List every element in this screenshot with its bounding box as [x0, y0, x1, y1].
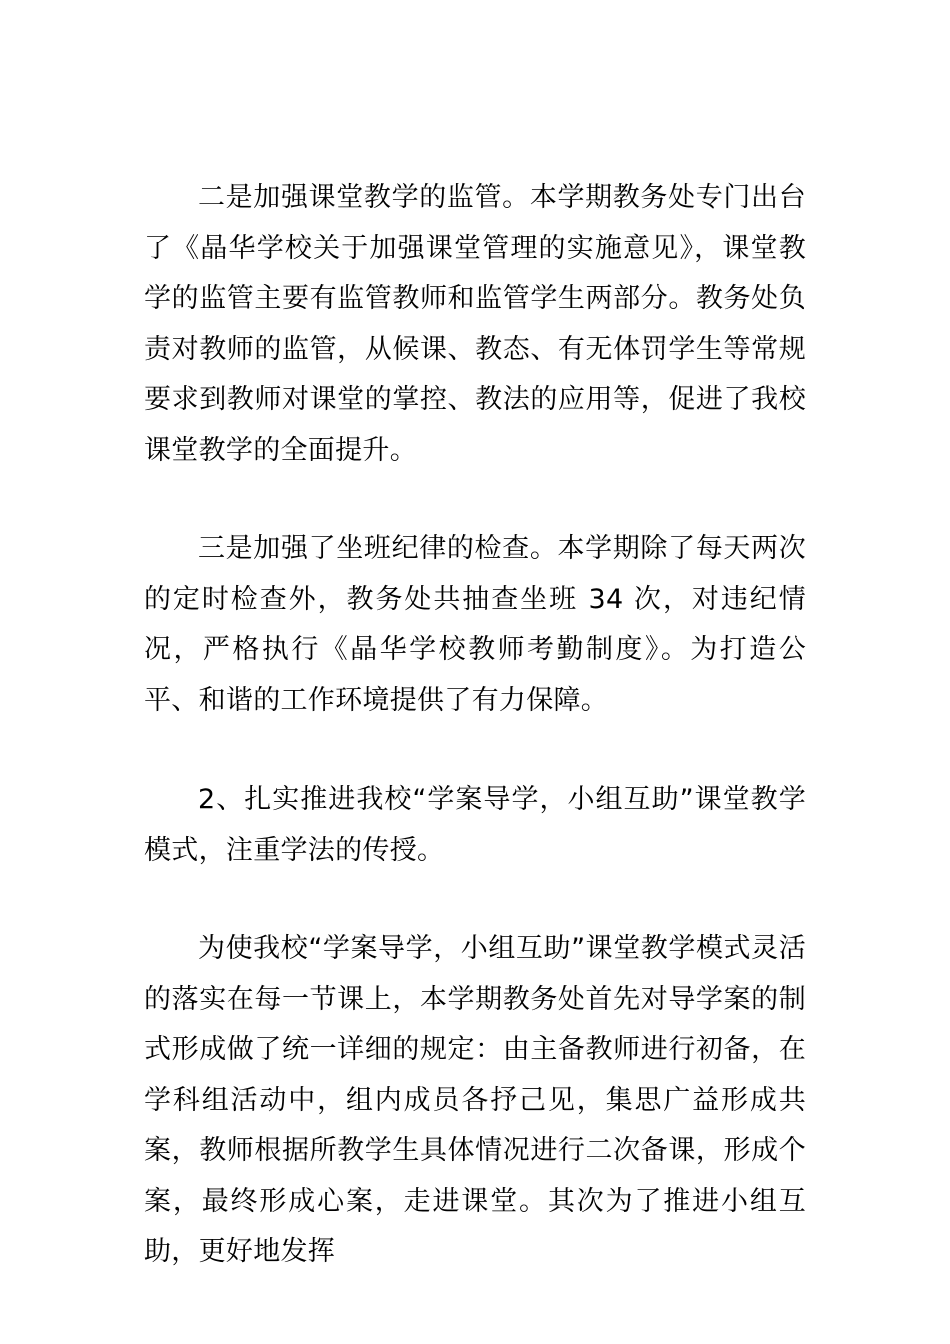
paragraph-attendance-inspection: 三是加强了坐班纪律的检查。本学期除了每天两次的定时检查外，教务处共抽查坐班 34 次，对违纪情况，严格执行《晶华学校教师考勤制度》。为打造公平、和谐的工作环境提供了有力保障。 [144, 533, 806, 716]
paragraph-classroom-supervision: 二是加强课堂教学的监管。本学期教务处专门出台了《晶华学校关于加强课堂管理的实施意见》，课堂教学的监管主要有监管教师和监管学生两部分。教务处负责对教师的监管，从候课、教态、有无体罚学生等常规要求到教师对课堂的掌控、教法的应用等，促进了我校课堂教学的全面提升。 [144, 182, 806, 466]
paragraph-guided-learning-plan: 为使我校“学案导学，小组互助”课堂教学模式灵活的落实在每一节课上，本学期教务处首先对导学案的制式形成做了统一详细的规定：由主备教师进行初备，在学科组活动中，组内成员各抒己见，集思广益形成共案，教师根据所教学生具体情况进行二次备课，形成个案，最终形成心案，走进课堂。其次为了推进小组互助，更好地发挥 [144, 933, 806, 1267]
paragraph-teaching-mode-heading: 2、扎实推进我校“学案导学，小组互助”课堂教学模式，注重学法的传授。 [144, 784, 806, 866]
